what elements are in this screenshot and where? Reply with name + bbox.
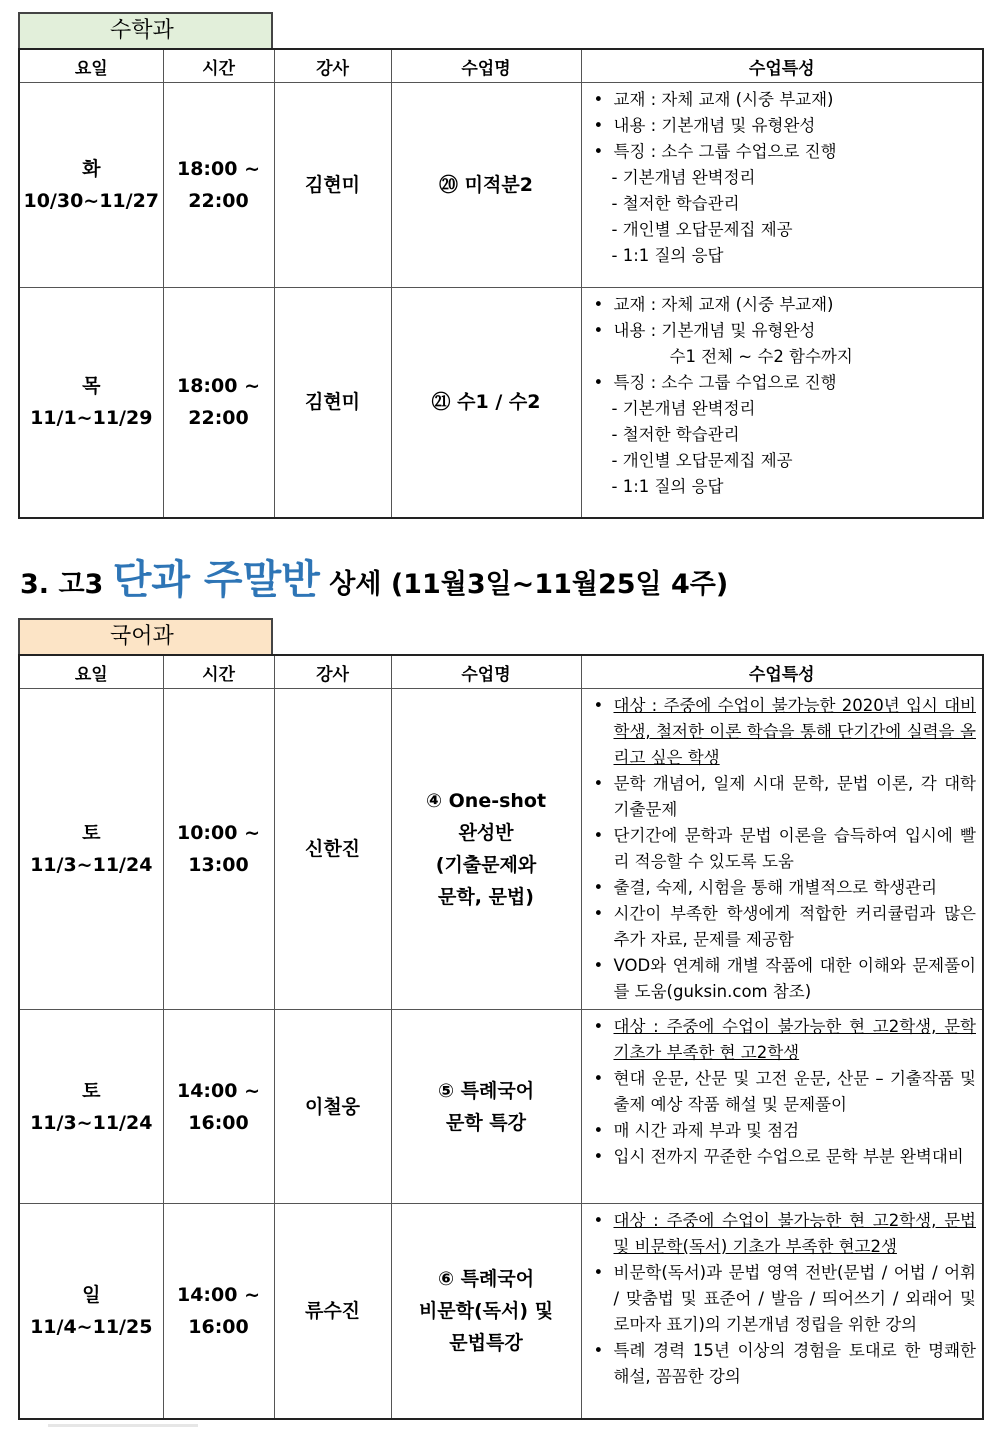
date-range: 11/4~11/25 [30, 1315, 153, 1338]
time-cell [163, 288, 274, 518]
feature-text: 대상 : 주중에 수업이 불가능한 2020년 입시 대비 학생, 철저한 이론 학습을 통해 단기간에 실력을 올리고 싶은 학생 [613, 696, 976, 767]
course-name-line: ⑳ 미적분2 [439, 174, 533, 196]
table-row [19, 1204, 983, 1419]
course-name-line: ⑥ 특례국어 [437, 1267, 535, 1290]
feature-item: • 비문학(독서)과 문법 영역 전반(문법 / 어법 / 어휘 / 맞춤법 및 표준어 / 발음 / 띄어쓰기 / 외래어 및 로마자 표기)의 기본개념 정립을 위한 강의 [590, 1260, 977, 1338]
features-list [590, 1014, 977, 1170]
time-end: 22:00 [188, 407, 249, 430]
feature-item: - 1:1 질의 응답 [611, 246, 724, 265]
header-course: 수업명 [391, 655, 581, 689]
features-cell [581, 689, 983, 1010]
table-row [19, 288, 983, 518]
teacher-cell: 김현미 [274, 83, 391, 288]
header-teacher: 강사 [274, 655, 391, 689]
feature-item: • 매 시간 과제 부과 및 점검 [590, 1118, 977, 1144]
date-range: 11/1~11/29 [30, 407, 153, 430]
header-row [19, 49, 983, 83]
time-end: 13:00 [188, 854, 249, 876]
feature-text: 대상 : 주중에 수업이 불가능한 현 고2학생, 문법 및 비문학(독서) 기초가 부족한 현고2생 [613, 1211, 976, 1256]
feature-item: • 시간이 부족한 학생에게 적합한 커리큘럼과 많은 추가 자료, 문제를 제공함 [590, 901, 977, 953]
feature-item: • 출결, 숙제, 시험을 통해 개별적으로 학생관리 [590, 875, 977, 901]
time-end: 16:00 [188, 1111, 249, 1134]
features-cell [581, 83, 983, 288]
course-name-line: 문학 특강 [445, 1111, 527, 1134]
feature-item: - 철저한 학습관리 [611, 194, 740, 213]
features-list [590, 292, 977, 500]
header-course: 수업명 [391, 49, 581, 83]
math-section-tab: 수학과 [18, 12, 273, 48]
header-time: 시간 [163, 49, 274, 83]
course-name-line: 완성반 [458, 822, 514, 844]
header-day: 요일 [19, 655, 163, 689]
feature-item: • 특례 경력 15년 이상의 경험을 토대로 한 명쾌한 해설, 꼼꼼한 강의 [590, 1338, 977, 1390]
feature-item: • 내용 : 기본개념 및 유형완성 [590, 113, 977, 139]
header-day: 요일 [19, 49, 163, 83]
feature-item: • 교재 : 자체 교재 (시중 부교재) [590, 87, 977, 113]
day-cell [19, 1204, 163, 1419]
feature-item: • 특징 : 소수 그룹 수업으로 진행 [590, 139, 977, 165]
course-name-line: 문학, 문법) [438, 886, 534, 908]
date-range: 11/3~11/24 [30, 1111, 153, 1134]
course-name-line: ⑤ 특례국어 [437, 1079, 535, 1102]
course-cell [391, 288, 581, 518]
feature-item: • 문학 개념어, 일제 시대 문학, 문법 이론, 각 대학 기출문제 [590, 771, 977, 823]
time-start: 18:00 ~ [176, 375, 260, 398]
teacher-cell: 이철웅 [274, 1010, 391, 1204]
day-cell [19, 1010, 163, 1204]
heading-highlight: 단과 주말반 [112, 557, 320, 603]
time-start: 18:00 ~ [176, 158, 260, 180]
time-cell [163, 1204, 274, 1419]
features-cell [581, 1204, 983, 1419]
korean-schedule-table [18, 654, 984, 1420]
day-label: 목 [82, 375, 101, 398]
time-cell [163, 1010, 274, 1204]
features-list [590, 693, 977, 1005]
feature-item: - 철저한 학습관리 [611, 425, 740, 444]
section-heading [20, 548, 728, 605]
table-row [19, 83, 983, 288]
course-cell [391, 83, 581, 288]
time-start: 10:00 ~ [176, 822, 260, 844]
course-name-line: (기출문제와 [435, 854, 537, 876]
header-features: 수업특성 [581, 655, 983, 689]
teacher-cell: 신한진 [274, 689, 391, 1010]
header-features: 수업특성 [581, 49, 983, 83]
date-range: 10/30~11/27 [23, 190, 160, 212]
time-cell [163, 83, 274, 288]
feature-item: - 개인별 오답문제집 제공 [611, 451, 793, 470]
day-label: 화 [82, 158, 101, 180]
footer-divider [48, 1424, 198, 1427]
course-cell [391, 1204, 581, 1419]
header-time: 시간 [163, 655, 274, 689]
date-range: 11/3~11/24 [30, 854, 153, 876]
feature-item [590, 1208, 977, 1260]
day-label: 토 [82, 822, 101, 844]
feature-item: - 1:1 질의 응답 [611, 477, 724, 496]
feature-item: • VOD와 연계해 개별 작품에 대한 이해와 문제풀이를 도움(guksin.com 참조) [590, 953, 977, 1005]
day-label: 일 [82, 1283, 101, 1306]
time-start: 14:00 ~ [176, 1283, 260, 1306]
feature-item: - 기본개념 완벽정리 [611, 399, 756, 418]
day-cell [19, 83, 163, 288]
feature-item: • 현대 운문, 산문 및 고전 운문, 산문 – 기출작품 및 출제 예상 작품 해설 및 문제풀이 [590, 1066, 977, 1118]
feature-item: • 입시 전까지 꾸준한 수업으로 문학 부분 완벽대비 [590, 1144, 977, 1170]
header-teacher: 강사 [274, 49, 391, 83]
time-end: 22:00 [188, 190, 249, 212]
day-cell [19, 689, 163, 1010]
course-name-line: ㉑ 수1 / 수2 [431, 391, 541, 414]
course-name-line: 비문학(독서) 및 [418, 1299, 554, 1322]
day-label: 토 [82, 1079, 101, 1102]
time-start: 14:00 ~ [176, 1079, 260, 1102]
course-name-line: 문법특강 [449, 1331, 523, 1354]
time-cell [163, 689, 274, 1010]
table-row [19, 1010, 983, 1204]
feature-item: - 기본개념 완벽정리 [611, 168, 756, 187]
features-list [590, 87, 977, 269]
features-cell [581, 1010, 983, 1204]
table-row [19, 689, 983, 1010]
header-row [19, 655, 983, 689]
feature-item: • 내용 : 기본개념 및 유형완성 [590, 318, 977, 344]
heading-suffix: 상세 (11월3일~11월25일 4주) [319, 569, 729, 600]
feature-item: - 개인별 오답문제집 제공 [611, 220, 793, 239]
course-cell [391, 1010, 581, 1204]
feature-text: 대상 : 주중에 수업이 불가능한 현 고2학생, 문학 기초가 부족한 현 고2학생 [613, 1017, 976, 1062]
feature-item: • 단기간에 문학과 문법 이론을 습득하여 입시에 빨리 적응할 수 있도록 도움 [590, 823, 977, 875]
feature-item [590, 693, 977, 771]
teacher-cell: 김현미 [274, 288, 391, 518]
features-cell [581, 288, 983, 518]
feature-item: 수1 전체 ~ 수2 함수까지 [669, 347, 853, 366]
korean-section-tab: 국어과 [18, 618, 273, 654]
teacher-cell: 류수진 [274, 1204, 391, 1419]
day-cell [19, 288, 163, 518]
time-end: 16:00 [188, 1315, 249, 1338]
feature-item: • 특징 : 소수 그룹 수업으로 진행 [590, 370, 977, 396]
heading-prefix: 3. 고3 [20, 569, 113, 600]
features-list [590, 1208, 977, 1390]
math-schedule-table [18, 48, 984, 519]
course-name-line: ④ One-shot [425, 790, 547, 812]
feature-item [590, 1014, 977, 1066]
course-cell [391, 689, 581, 1010]
feature-item: • 교재 : 자체 교재 (시중 부교재) [590, 292, 977, 318]
